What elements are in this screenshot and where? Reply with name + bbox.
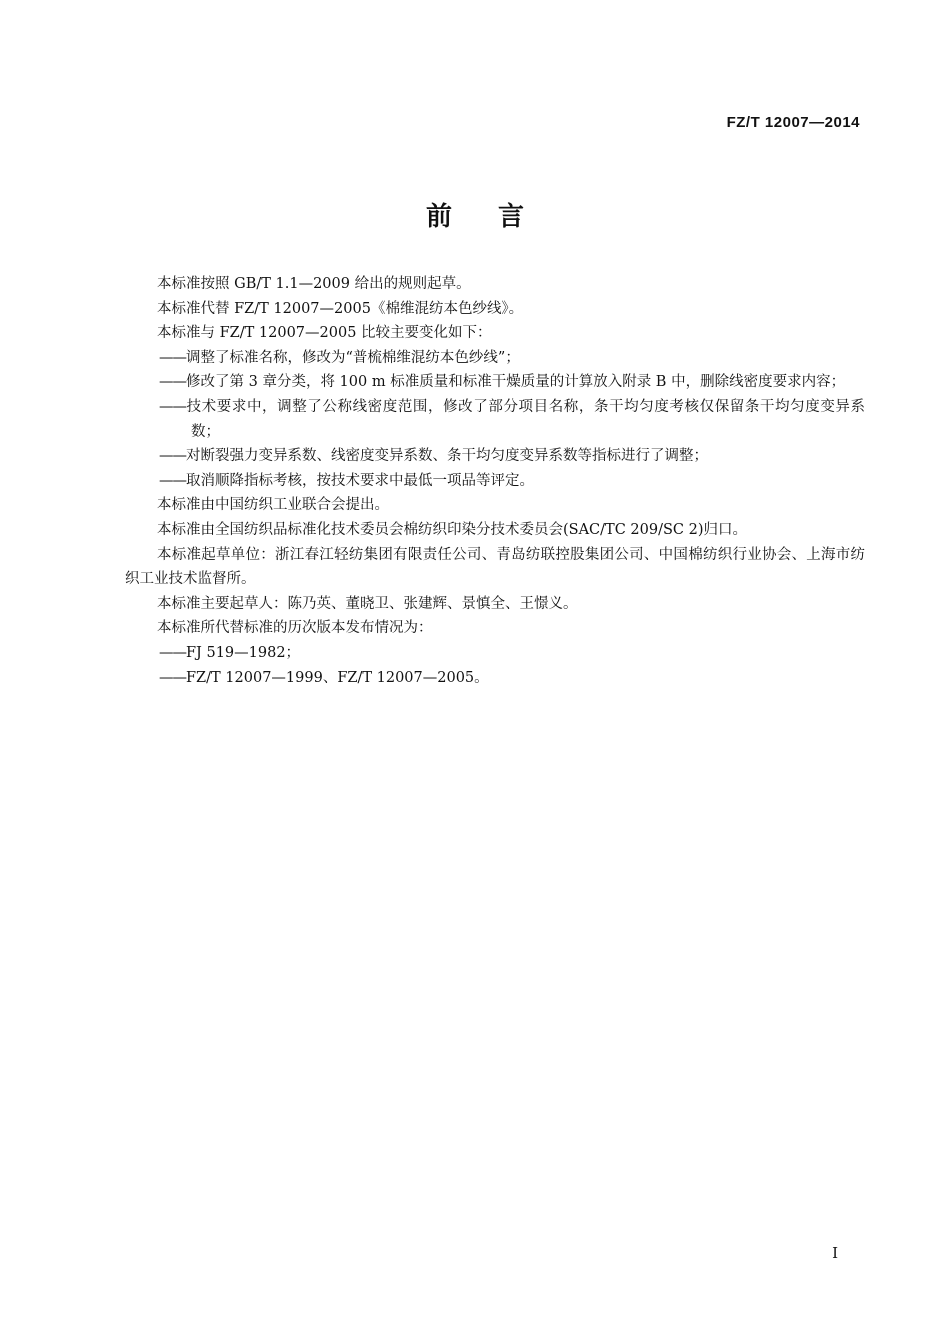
change-item-text: 取消顺降指标考核，按技术要求中最低一项品等评定。 (186, 472, 534, 489)
change-item-text: 修改了第 3 章分类，将 100 m 标准质量和标准干燥质量的计算放入附录 B 中，删除线密度要求内容； (186, 374, 846, 391)
history-item-text: FZ/T 12007—1999、FZ/T 12007—2005。 (186, 669, 489, 686)
change-item-text: 技术要求中，调整了公称线密度范围，修改了部分项目名称，条干均匀度考核仅保留条干均匀度变异系数； (186, 398, 865, 440)
dash-marker: —— (159, 644, 186, 661)
paragraph-changes-intro: 本标准与 FZ/T 12007—2005 比较主要变化如下： (157, 325, 492, 342)
change-item (125, 444, 865, 469)
change-item (125, 395, 865, 444)
standard-code: FZ/T 12007—2014 (726, 114, 860, 131)
paragraph-proposer: 本标准由中国纺织工业联合会提出。 (157, 497, 389, 514)
paragraph-drafters: 本标准主要起草人：陈乃英、董晓卫、张建辉、景慎全、王憬义。 (157, 595, 578, 612)
history-item (125, 666, 865, 691)
foreword-body (125, 272, 865, 690)
change-item (125, 346, 865, 371)
dash-marker: —— (159, 448, 186, 465)
dash-marker: —— (159, 374, 186, 391)
paragraph-drafting-units: 本标准起草单位：浙江春江轻纺集团有限责任公司、青岛纺联控股集团公司、中国棉纺织行业协会、上海市纺织工业技术监督所。 (125, 546, 865, 588)
history-item (125, 641, 865, 666)
page-title: 前言 (425, 202, 570, 232)
change-item-text: 对断裂强力变异系数、线密度变异系数、条干均匀度变异系数等指标进行了调整； (186, 448, 708, 465)
paragraph-drafting-rules: 本标准按照 GB/T 1.1—2009 给出的规则起草。 (157, 276, 471, 292)
paragraph-committee: 本标准由全国纺织品标准化技术委员会棉纺织印染分技术委员会(SAC/TC 209/SC 2)归口。 (157, 521, 747, 538)
paragraph-replaces: 本标准代替 FZ/T 12007—2005《棉维混纺本色纱线》。 (157, 300, 524, 317)
paragraph-history-intro: 本标准所代替标准的历次版本发布情况为： (157, 620, 433, 637)
history-item-text: FJ 519—1982； (186, 644, 301, 661)
change-item (125, 469, 865, 494)
change-item (125, 370, 865, 395)
page-number: I (832, 1244, 838, 1262)
change-item-text: 调整了标准名称，修改为“普梳棉维混纺本色纱线”； (186, 349, 520, 366)
dash-marker: —— (159, 669, 186, 686)
dash-marker: —— (159, 472, 186, 489)
dash-marker: —— (159, 398, 186, 415)
dash-marker: —— (159, 349, 186, 366)
